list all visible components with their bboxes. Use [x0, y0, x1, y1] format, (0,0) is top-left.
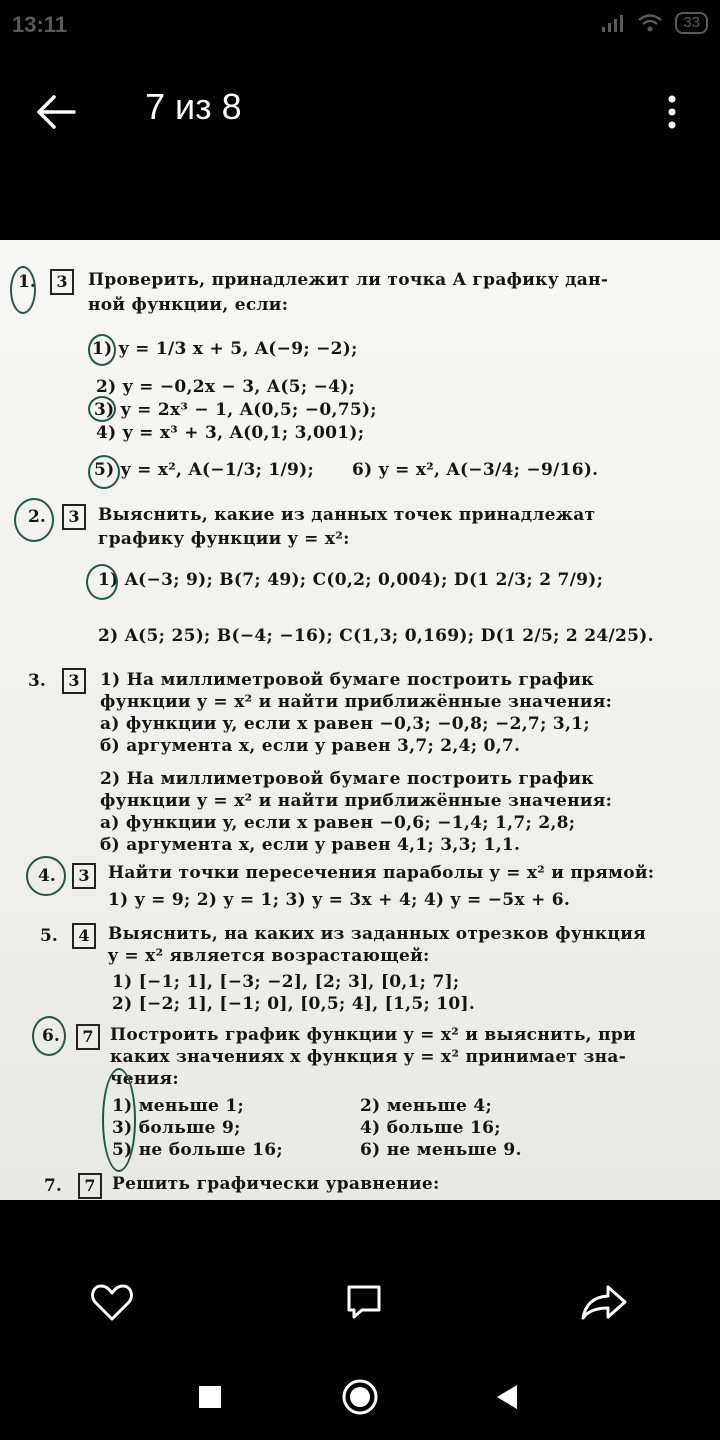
task-number: 5. [40, 926, 58, 946]
difficulty-box: 3 [50, 269, 74, 295]
option-item: 4) больше 16; [360, 1118, 501, 1138]
pen-circle [10, 266, 36, 314]
text-line: Решить графически уравнение: [112, 1174, 440, 1194]
heart-icon [90, 1282, 134, 1322]
text-line: функции y = x² и найти приближённые значения: [100, 791, 613, 811]
share-icon [580, 1282, 628, 1322]
signal-icon [601, 13, 625, 33]
pen-circle [88, 396, 116, 422]
recents-button[interactable] [185, 1372, 235, 1422]
text-line: функции y = x² и найти приближённые значения: [100, 692, 613, 712]
pen-circle [32, 1016, 66, 1056]
difficulty-box: 4 [72, 923, 96, 949]
more-vert-icon [666, 94, 678, 130]
difficulty-box: 7 [76, 1024, 100, 1050]
wifi-icon [637, 13, 663, 33]
pen-circle [88, 334, 116, 366]
system-back-button[interactable] [482, 1372, 532, 1422]
home-button[interactable] [335, 1372, 385, 1422]
text-line: 5) y = x², A(−1/3; 1/9); [94, 460, 315, 480]
pen-circle [14, 498, 54, 542]
pen-circle [88, 455, 120, 489]
text-line: 2) y = −0,2x − 3, A(5; −4); [96, 377, 356, 397]
text-line: графику функции y = x²: [98, 529, 350, 549]
option-item: 6) не меньше 9. [360, 1140, 522, 1160]
text-line: 1) y = 9; 2) y = 1; 3) y = 3x + 4; 4) y = −5x + 6. [108, 890, 571, 910]
home-circle-icon [341, 1378, 379, 1416]
text-line: чения: [110, 1069, 179, 1089]
difficulty-box: 3 [72, 863, 96, 889]
text-line: б) аргумента x, если y равен 3,7; 2,4; 0,7. [100, 736, 521, 756]
app-bar [0, 60, 720, 160]
pen-circle [26, 856, 66, 896]
difficulty-box: 7 [78, 1173, 102, 1199]
share-button[interactable] [572, 1270, 636, 1334]
comment-icon [344, 1282, 384, 1322]
text-line: 1) A(−3; 9); B(7; 49); C(0,2; 0,004); D(1 2/3; 2 7/9); [98, 570, 604, 590]
option-item: 3) больше 9; [112, 1118, 241, 1138]
text-line: 4) y = x³ + 3, A(0,1; 3,001); [96, 423, 365, 443]
text-line: y = x² является возрастающей: [108, 946, 430, 966]
text-line: 1) [−1; 1], [−3; −2], [2; 3], [0,1; 7]; [112, 972, 460, 992]
task-number: 2. [28, 507, 46, 527]
option-item: 2) меньше 4; [360, 1096, 493, 1116]
text-line: б) аргумента x, если y равен 4,1; 3,3; 1,1. [100, 835, 521, 855]
text-line: каких значениях x функция y = x² принимает зна- [110, 1047, 627, 1067]
text-line: 3) y = 2x³ − 1, A(0,5; −0,75); [94, 400, 377, 420]
comment-button[interactable] [332, 1270, 396, 1334]
back-button[interactable] [28, 84, 84, 140]
text-line: Построить график функции y = x² и выяснить, при [110, 1025, 636, 1045]
text-line: 1) На миллиметровой бумаге построить график [100, 670, 594, 690]
task-number: 3. [28, 671, 46, 691]
like-button[interactable] [80, 1270, 144, 1334]
battery-icon: 33 [675, 12, 708, 34]
triangle-back-icon [495, 1384, 519, 1410]
status-time: 13:11 [12, 12, 68, 37]
square-icon [198, 1385, 222, 1409]
task-number: 7. [44, 1176, 62, 1196]
task-number: 6. [42, 1026, 60, 1046]
difficulty-box: 3 [62, 504, 86, 530]
text-line: Выяснить, на каких из заданных отрезков функция [108, 924, 646, 944]
difficulty-box: 3 [62, 668, 86, 694]
text-line: ной функции, если: [88, 295, 289, 315]
text-line: а) функции y, если x равен −0,6; −1,4; 1,7; 2,8; [100, 813, 576, 833]
status-bar [0, 0, 720, 50]
text-line: 6) y = x², A(−3/4; −9/16). [352, 460, 599, 480]
text-line: Найти точки пересечения параболы y = x² и прямой: [108, 863, 655, 883]
text-line: 1) y = 1/3 x + 5, A(−9; −2); [92, 339, 358, 359]
arrow-back-icon [36, 94, 76, 130]
text-line: Выяснить, какие из данных точек принадлежат [98, 505, 596, 525]
text-line: 2) На миллиметровой бумаге построить график [100, 769, 594, 789]
status-icons [601, 12, 708, 34]
option-item: 1) меньше 1; [112, 1096, 245, 1116]
text-line: а) функции y, если x равен −0,3; −0,8; −2,7; 3,1; [100, 714, 590, 734]
option-item: 5) не больше 16; [112, 1140, 283, 1160]
text-line: Проверить, принадлежит ли точка A графику дан- [88, 270, 609, 290]
text-line: 2) A(5; 25); B(−4; −16); C(1,3; 0,169); D(1 2/5; 2 24/25). [98, 626, 654, 646]
page-counter-title: 7 из 8 [145, 86, 242, 127]
overflow-menu-button[interactable] [648, 84, 696, 140]
task-number: 1. [18, 272, 36, 292]
textbook-photo[interactable] [0, 240, 720, 1200]
pen-circle [86, 564, 118, 600]
task-number: 4. [38, 866, 56, 886]
photo-actions-bar [0, 1250, 720, 1350]
system-nav-bar [0, 1350, 720, 1440]
text-line: 2) [−2; 1], [−1; 0], [0,5; 4], [1,5; 10]. [112, 994, 476, 1014]
